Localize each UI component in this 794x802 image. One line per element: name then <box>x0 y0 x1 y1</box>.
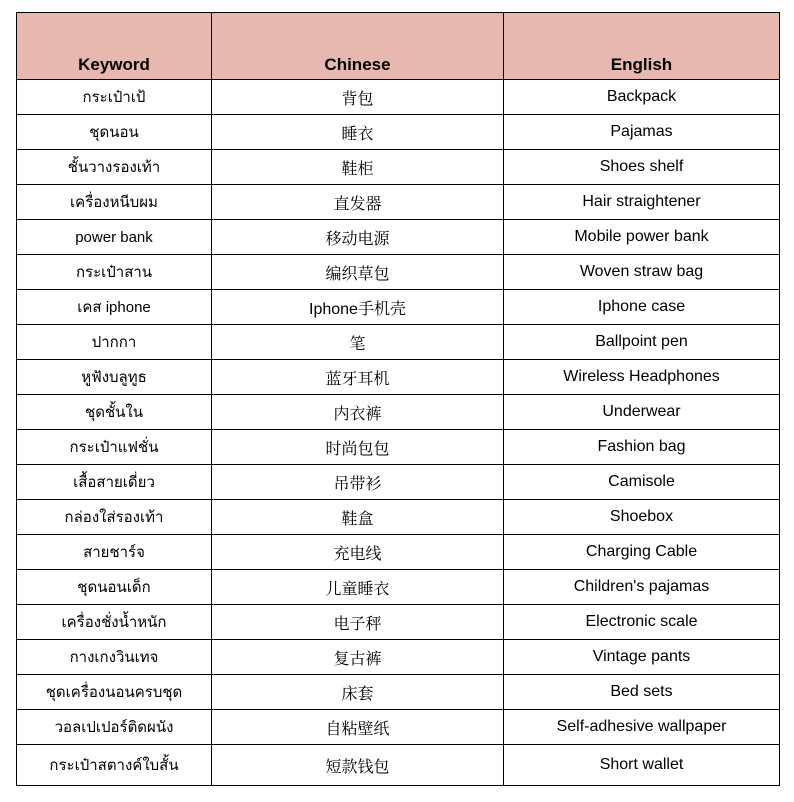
header-row <box>17 13 780 80</box>
keyword-cell: กระเป๋าแฟชั่น <box>17 430 212 465</box>
chinese-cell: 内衣裤 <box>212 395 504 430</box>
chinese-cell: 背包 <box>212 80 504 115</box>
chinese-cell: 吊带衫 <box>212 465 504 500</box>
table-row <box>17 570 780 605</box>
english-cell: Camisole <box>504 465 780 500</box>
chinese-cell: 床套 <box>212 675 504 710</box>
table-row <box>17 115 780 150</box>
keyword-cell: ชุดนอน <box>17 115 212 150</box>
table-header <box>17 13 780 80</box>
keyword-cell: กระเป๋าเป้ <box>17 80 212 115</box>
keyword-table <box>16 12 780 786</box>
table-row <box>17 710 780 745</box>
chinese-cell: 复古裤 <box>212 640 504 675</box>
header-english: English <box>504 13 780 80</box>
english-cell: Vintage pants <box>504 640 780 675</box>
table-row <box>17 185 780 220</box>
keyword-cell: กล่องใส่รองเท้า <box>17 500 212 535</box>
chinese-cell: 儿童睡衣 <box>212 570 504 605</box>
keyword-cell: ชุดชั้นใน <box>17 395 212 430</box>
table-row <box>17 220 780 255</box>
english-cell: Children's pajamas <box>504 570 780 605</box>
english-cell: Underwear <box>504 395 780 430</box>
chinese-cell: 编织草包 <box>212 255 504 290</box>
table-row <box>17 80 780 115</box>
chinese-cell: 时尚包包 <box>212 430 504 465</box>
table-row <box>17 430 780 465</box>
table-row <box>17 325 780 360</box>
keyword-cell: เสื้อสายเดี่ยว <box>17 465 212 500</box>
english-cell: Charging Cable <box>504 535 780 570</box>
keyword-cell: หูฟังบลูทูธ <box>17 360 212 395</box>
chinese-cell: 鞋盒 <box>212 500 504 535</box>
chinese-cell: Iphone手机壳 <box>212 290 504 325</box>
table-row <box>17 745 780 786</box>
english-cell: Electronic scale <box>504 605 780 640</box>
english-cell: Backpack <box>504 80 780 115</box>
table-row <box>17 360 780 395</box>
english-cell: Iphone case <box>504 290 780 325</box>
keyword-cell: ชั้นวางรองเท้า <box>17 150 212 185</box>
table-row <box>17 255 780 290</box>
keyword-cell: เคส iphone <box>17 290 212 325</box>
keyword-cell: กระเป๋าสาน <box>17 255 212 290</box>
table-row <box>17 150 780 185</box>
keyword-cell: เครื่องหนีบผม <box>17 185 212 220</box>
table-row <box>17 395 780 430</box>
chinese-cell: 电子秤 <box>212 605 504 640</box>
chinese-cell: 充电线 <box>212 535 504 570</box>
chinese-cell: 蓝牙耳机 <box>212 360 504 395</box>
chinese-cell: 睡衣 <box>212 115 504 150</box>
english-cell: Woven straw bag <box>504 255 780 290</box>
table-row <box>17 605 780 640</box>
table-row <box>17 500 780 535</box>
chinese-cell: 笔 <box>212 325 504 360</box>
english-cell: Short wallet <box>504 745 780 786</box>
english-cell: Shoes shelf <box>504 150 780 185</box>
keyword-cell: สายชาร์จ <box>17 535 212 570</box>
table-row <box>17 290 780 325</box>
english-cell: Ballpoint pen <box>504 325 780 360</box>
keyword-cell: power bank <box>17 220 212 255</box>
keyword-cell: เครื่องชั่งน้ำหนัก <box>17 605 212 640</box>
english-cell: Bed sets <box>504 675 780 710</box>
chinese-cell: 移动电源 <box>212 220 504 255</box>
table-row <box>17 465 780 500</box>
keyword-cell: ปากกา <box>17 325 212 360</box>
english-cell: Self-adhesive wallpaper <box>504 710 780 745</box>
table-body <box>17 80 780 786</box>
keyword-cell: กางเกงวินเทจ <box>17 640 212 675</box>
table-row <box>17 535 780 570</box>
table-row <box>17 675 780 710</box>
keyword-cell: กระเป๋าสตางค์ใบสั้น <box>17 745 212 786</box>
header-chinese: Chinese <box>212 13 504 80</box>
english-cell: Fashion bag <box>504 430 780 465</box>
header-keyword: Keyword <box>17 13 212 80</box>
chinese-cell: 直发器 <box>212 185 504 220</box>
english-cell: Shoebox <box>504 500 780 535</box>
keyword-cell: ชุดเครื่องนอนครบชุด <box>17 675 212 710</box>
table-row <box>17 640 780 675</box>
chinese-cell: 自粘壁纸 <box>212 710 504 745</box>
chinese-cell: 鞋柜 <box>212 150 504 185</box>
english-cell: Pajamas <box>504 115 780 150</box>
keyword-cell: ชุดนอนเด็ก <box>17 570 212 605</box>
english-cell: Hair straightener <box>504 185 780 220</box>
english-cell: Wireless Headphones <box>504 360 780 395</box>
english-cell: Mobile power bank <box>504 220 780 255</box>
keyword-cell: วอลเปเปอร์ติดผนัง <box>17 710 212 745</box>
chinese-cell: 短款钱包 <box>212 745 504 786</box>
